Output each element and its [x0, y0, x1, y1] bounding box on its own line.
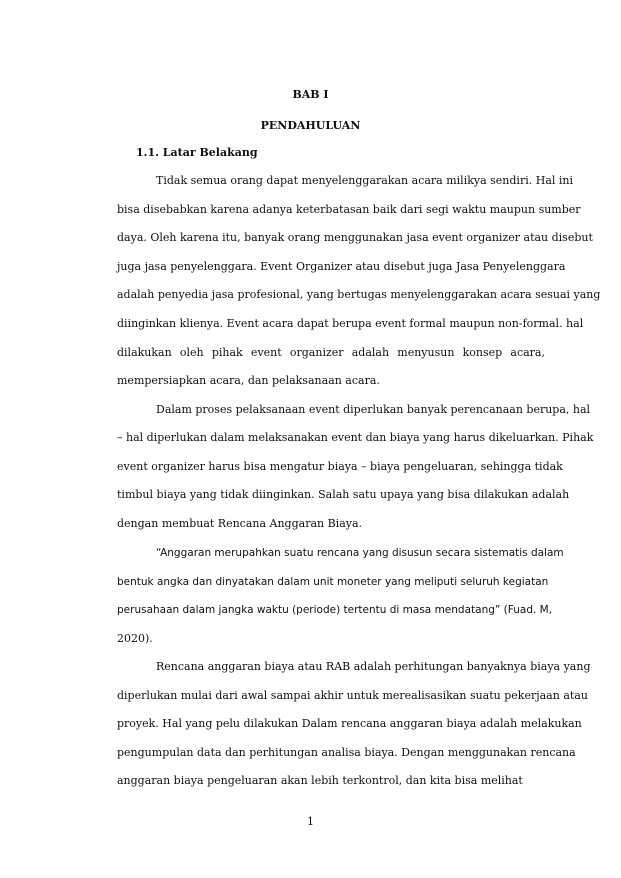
paragraph-line: anggaran biaya pengeluaran akan lebih terkontrol, dan kita bisa melihat [117, 774, 523, 787]
chapter-label: BAB I [292, 88, 329, 101]
section-heading: 1.1. Latar Belakang [136, 146, 258, 159]
paragraph-line: event organizer harus bisa mengatur biaya – biaya pengeluaran, sehingga tidak [117, 460, 563, 473]
paragraph-line: diinginkan klienya. Event acara dapat berupa event formal maupun non-formal. hal [117, 317, 584, 330]
page-number: 1 [307, 815, 314, 828]
paragraph-line: diperlukan mulai dari awal sampai akhir untuk merealisasikan suatu pekerjaan atau [117, 689, 588, 702]
quote-line: bentuk angka dan dinyatakan dalam unit moneter yang meliputi seluruh kegiatan [117, 576, 549, 588]
paragraph-line: juga jasa penyelenggara. Event Organizer atau disebut juga Jasa Penyelenggara [117, 260, 566, 273]
paragraph-line: timbul biaya yang tidak diinginkan. Salah satu upaya yang bisa dilakukan adalah [117, 488, 570, 501]
paragraph-line: proyek. Hal yang pelu dilakukan Dalam rencana anggaran biaya adalah melakukan [117, 717, 582, 730]
quote-line: “Anggaran merupahkan suatu rencana yang disusun secara sistematis dalam [156, 547, 564, 559]
paragraph-line: – hal diperlukan dalam melaksanakan event dan biaya yang harus dikeluarkan. Pihak [117, 431, 594, 444]
paragraph-line: dengan membuat Rencana Anggaran Biaya. [117, 517, 363, 530]
paragraph-line: adalah penyedia jasa profesional, yang bertugas menyelenggarakan acara sesuai yang [117, 288, 601, 301]
paragraph-line: mempersiapkan acara, dan pelaksanaan acara. [117, 374, 380, 387]
paragraph-line: Dalam proses pelaksanaan event diperlukan banyak perencanaan berupa, hal [156, 403, 591, 416]
paragraph-line: 2020). [117, 632, 153, 645]
quote-line: perusahaan dalam jangka waktu (periode) tertentu di masa mendatang” (Fuad. M, [117, 604, 553, 616]
paragraph-line: dilakukan oleh pihak event organizer adalah menyusun konsep acara, [117, 346, 545, 359]
paragraph-line: bisa disebabkan karena adanya keterbatasan baik dari segi waktu maupun sumber [117, 203, 581, 216]
paragraph-line: Rencana anggaran biaya atau RAB adalah perhitungan banyaknya biaya yang [156, 660, 591, 673]
paragraph-line: Tidak semua orang dapat menyelenggarakan acara milikya sendiri. Hal ini [156, 174, 574, 187]
paragraph-line: daya. Oleh karena itu, banyak orang menggunakan jasa event organizer atau disebut [117, 231, 593, 244]
chapter-title: PENDAHULUAN [260, 119, 361, 132]
paragraph-line: pengumpulan data dan perhitungan analisa biaya. Dengan menggunakan rencana [117, 746, 576, 759]
